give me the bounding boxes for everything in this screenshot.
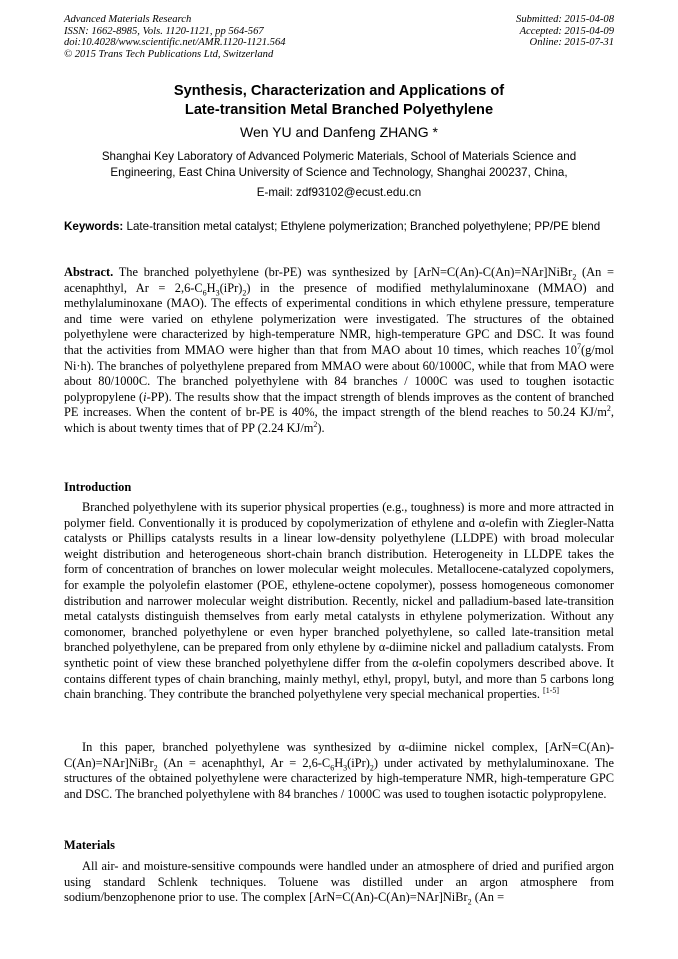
materials-paragraph-1: [64, 859, 614, 906]
abstract-sup: 7: [576, 341, 581, 351]
abstract-text-2: (An = acenaphthyl, Ar = 2,6-C: [64, 265, 615, 295]
issn-line: ISSN: 1662-8985, Vols. 1120-1121, pp 564-567: [64, 25, 264, 37]
abstract-text-1: The branched polyethylene (br-PE) was synthesized by [ArN=C(An)-C(An)=NAr]NiBr: [113, 265, 573, 279]
affiliation: Shanghai Key Laboratory of Advanced Polymeric Materials, School of Materials Science and Engineering, East China University of Science and Technology, Shanghai 200237, China,: [101, 150, 577, 179]
materials-p1-text-b: (An =: [471, 890, 505, 905]
introduction-paragraph-2: [64, 740, 614, 802]
introduction-paragraph-1: [64, 500, 614, 703]
intro-sub: 2: [153, 763, 158, 773]
materials-heading: Materials: [64, 838, 115, 852]
citation-ref[interactable]: [1-5]: [543, 686, 560, 695]
intro-p1-text: Branched polyethylene with its superior physical properties (e.g., toughness) is more and more attracted in polymer field. Conventionally it is produced by copolymerization of ethylene and α-olefin with Ziegler-Natta catalysts or Phillips catalysts results in a linear low-density polyethylene (LLDPE) with broad molecular weight distribution and heterogeneous short-chain branch distribution. Heterogeneity in LLDPE takes the form of concentration of branches on lower molecular weight molecules. Metallocene-catalyzed copolymers, for example the polyolefin elastomer (POE, ethylene-octene copolymer), possess homogeneous comonomer distribution and narrower molecular weight distribution. Recently, nickel and palladium-based late-transition metal catalysts distinguish themselves from early metal catalysts in ethylene polymerization. Without any comonomer, branched polyethylene or even hyper branched polyethylene, so called late-transition metal branched polyethylene, can be prepared from only ethylene by α-diimine nickel and palladium catalysts. From synthetic point of view these branched polyethylene differ from the α-olefin copolymers described above. It contains different types of chain branching, mainly methyl, ethyl, propyl, butyl, and more than 5 carbons long chain branching. They contribute the branched polyethylene very special mechanical properties.: [64, 500, 614, 702]
materials-sub: 2: [467, 897, 472, 907]
intro-p2-text-e: ) under activated by methylaluminoxane. The structures of the obtained polyethylene were characterized by high-temperature NMR, high-temperature GPC and DSC. The branched polyethylene with 84 branches / 1000C was used to toughen isotactic polypropylene.: [64, 755, 614, 801]
authors: Wen YU and Danfeng ZHANG *: [240, 124, 438, 140]
abstract-sub: 2: [242, 288, 247, 298]
abstract-sub: 6: [202, 288, 207, 298]
abstract-text-3: H: [206, 280, 216, 295]
intro-p2-text-c: H: [334, 755, 344, 770]
abstract-text-7: -PP). The results show that the impact strength of blends improves as the content of branched PE increases. When the content of br-PE is 40%, the impact strength of the blend reaches to 50.24 KJ/m: [64, 389, 615, 420]
introduction-heading: Introduction: [64, 480, 132, 494]
abstract-sub: 3: [215, 288, 220, 298]
abstract-text-6: (g/mol Ni·h). The branches of polyethylene prepared from MMAO were about 60/1000C, while that from MAO were about 80/1000C. The branched polyethylene with 84 branches / 1000C was used to toughen isotactic polypropylene (: [64, 342, 614, 404]
intro-p2-text-d: (iPr): [347, 755, 370, 770]
intro-p2-text-a: In this paper, branched polyethylene was synthesized by α-diimine nickel complex, [ArN=C(An)-C(An)=NAr]NiBr: [64, 740, 614, 770]
copyright-line: © 2015 Trans Tech Publications Ltd, Switzerland: [64, 48, 274, 60]
abstract-text-4: (iPr): [219, 280, 243, 295]
intro-sub: 6: [330, 763, 335, 773]
intro-sub: 2: [369, 763, 374, 773]
email[interactable]: E-mail: zdf93102@ecust.edu.cn: [256, 186, 422, 199]
online-date: Online: 2015-07-31: [529, 37, 614, 49]
paper-title: [40, 82, 638, 119]
intro-p2-text-b: (An = acenaphthyl, Ar = 2,6-C: [157, 755, 331, 770]
abstract-text-5: ) in the presence of modified methylaluminoxane (MMAO) and methylaluminoxane (MAO). The effects of experimental conditions in which ethylene pressure, temperature and time were varied on ethylene polymerization were investigated. The structures of the obtained polyethylene were characterized by high-temperature NMR, high-temperature GPC and DSC. It was found that the activities from MMAO were higher than that from MAO about 10 times, which reaches 10: [64, 280, 614, 357]
abstract-sub: 2: [572, 272, 577, 282]
keywords-text: Late-transition metal catalyst; Ethylene polymerization; Branched polyethylene; PP/PE blend: [123, 220, 601, 233]
keywords: [64, 219, 614, 235]
abstract-text-8: , which is about twenty times that of PP (2.24 KJ/m: [64, 405, 614, 435]
accepted-date: Accepted: 2015-04-09: [519, 25, 614, 37]
intro-sub: 3: [343, 763, 348, 773]
journal-name: Advanced Materials Research: [64, 14, 192, 25]
abstract-label: Abstract.: [64, 265, 114, 279]
materials-p1-text-a: All air- and moisture-sensitive compounds were handled under an atmosphere of dried and purified argon using standard Schlenk techniques. Toluene was distilled under an argon atmosphere from sodium/benzophenone prior to use. The complex [ArN=C(An)-C(An)=NAr]NiBr: [64, 859, 614, 905]
submitted-date: Submitted: 2015-04-08: [516, 14, 614, 25]
header-left: [64, 14, 286, 60]
doi-line[interactable]: doi:10.4028/www.scientific.net/AMR.1120-1121.564: [64, 37, 286, 49]
keywords-label: Keywords:: [64, 220, 124, 233]
abstract: [64, 265, 614, 437]
header-right: [516, 14, 614, 49]
abstract-sup: 2: [606, 404, 611, 414]
abstract-italic: i: [143, 389, 147, 404]
abstract-text-9: ).: [317, 420, 325, 435]
title-line-1: Synthesis, Characterization and Applications of: [173, 83, 505, 99]
title-line-2: Late-transition Metal Branched Polyethylene: [184, 101, 494, 118]
abstract-sup: 2: [313, 419, 318, 429]
